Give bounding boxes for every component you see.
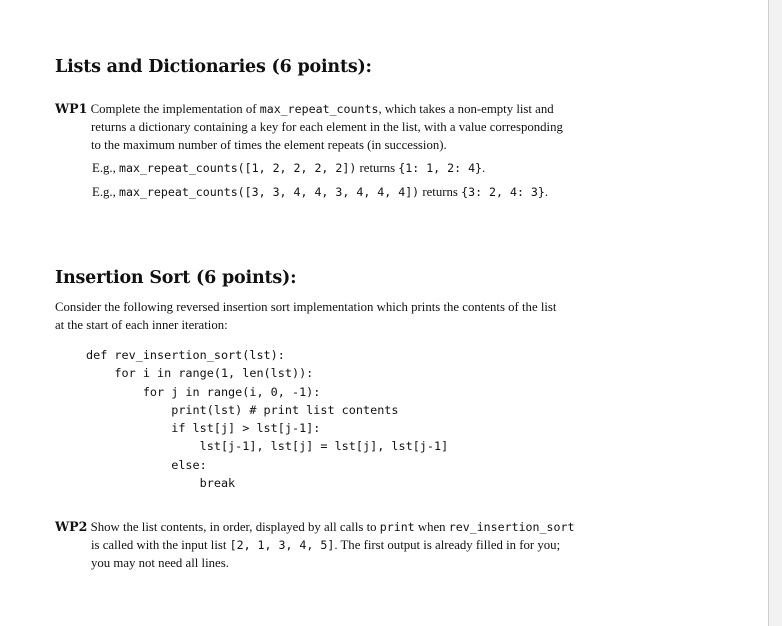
example-call: max_repeat_counts([3, 3, 4, 4, 3, 4, 4, 4]) — [119, 185, 420, 199]
wp2-line-3: you may not need all lines. — [91, 556, 229, 570]
intro-line-2: at the start of each inner iteration: — [55, 318, 228, 332]
example-text: returns — [419, 185, 462, 199]
wp2-code-input: [2, 1, 3, 4, 5] — [229, 538, 335, 552]
wp1-text: Complete the implementation of — [87, 102, 260, 116]
code-line: for i in range(1, len(lst)): — [86, 366, 314, 381]
wp2-text: . The first output is already filled in for you; — [334, 538, 561, 552]
code-block — [86, 346, 448, 492]
insertion-sort-intro — [55, 298, 695, 334]
page-edge — [768, 0, 782, 626]
wp1-function-name: max_repeat_counts — [259, 102, 379, 116]
code-line: print(lst) # print list contents — [86, 402, 399, 417]
code-line: lst[j-1], lst[j] = lst[j], lst[j-1] — [86, 439, 449, 454]
section-title-insertion-sort: Insertion Sort (6 points): — [55, 268, 297, 288]
section-title-lists-dictionaries: Lists and Dictionaries (6 points): — [55, 57, 372, 77]
wp2-text: is called with the input list — [91, 538, 230, 552]
example-call: max_repeat_counts([1, 2, 2, 2, 2]) — [119, 161, 357, 175]
wp1-example-1 — [92, 161, 485, 176]
wp2-line-1 — [55, 518, 695, 536]
example-result: {3: 2, 4: 3} — [461, 185, 545, 199]
wp2-label: WP2 — [55, 519, 88, 534]
example-prefix: E.g., — [92, 185, 120, 199]
code-line: break — [86, 476, 236, 491]
example-prefix: E.g., — [92, 161, 120, 175]
wp2-text: Show the list contents, in order, displayed by all calls to — [87, 520, 380, 534]
wp1-example-2 — [92, 185, 548, 200]
wp1-line-1 — [55, 100, 695, 118]
code-line: def rev_insertion_sort(lst): — [86, 348, 285, 362]
wp2-code-function: rev_insertion_sort — [448, 520, 575, 534]
wp1-text: , which takes a non-empty list and — [378, 102, 554, 116]
example-text: . — [544, 185, 549, 199]
wp2-text: when — [414, 520, 449, 534]
wp2-code-print: print — [379, 520, 415, 534]
code-line: if lst[j] > lst[j-1]: — [86, 421, 321, 436]
wp1-label: WP1 — [55, 101, 88, 116]
wp2-line-2 — [55, 536, 695, 554]
wp1-line-2: returns a dictionary containing a key for each element in the list, with a value corresponding — [91, 120, 563, 134]
example-text: returns — [356, 161, 399, 175]
code-line: for j in range(i, 0, -1): — [86, 384, 321, 399]
code-line: else: — [86, 457, 207, 472]
example-text: . — [482, 161, 486, 175]
wp1-line-3: to the maximum number of times the element repeats (in succession). — [91, 138, 447, 152]
example-result: {1: 1, 2: 4} — [398, 161, 483, 175]
intro-line-1: Consider the following reversed insertion sort implementation which prints the contents of the list — [55, 300, 557, 314]
wp2-question — [55, 518, 695, 572]
wp1-question — [55, 100, 695, 154]
